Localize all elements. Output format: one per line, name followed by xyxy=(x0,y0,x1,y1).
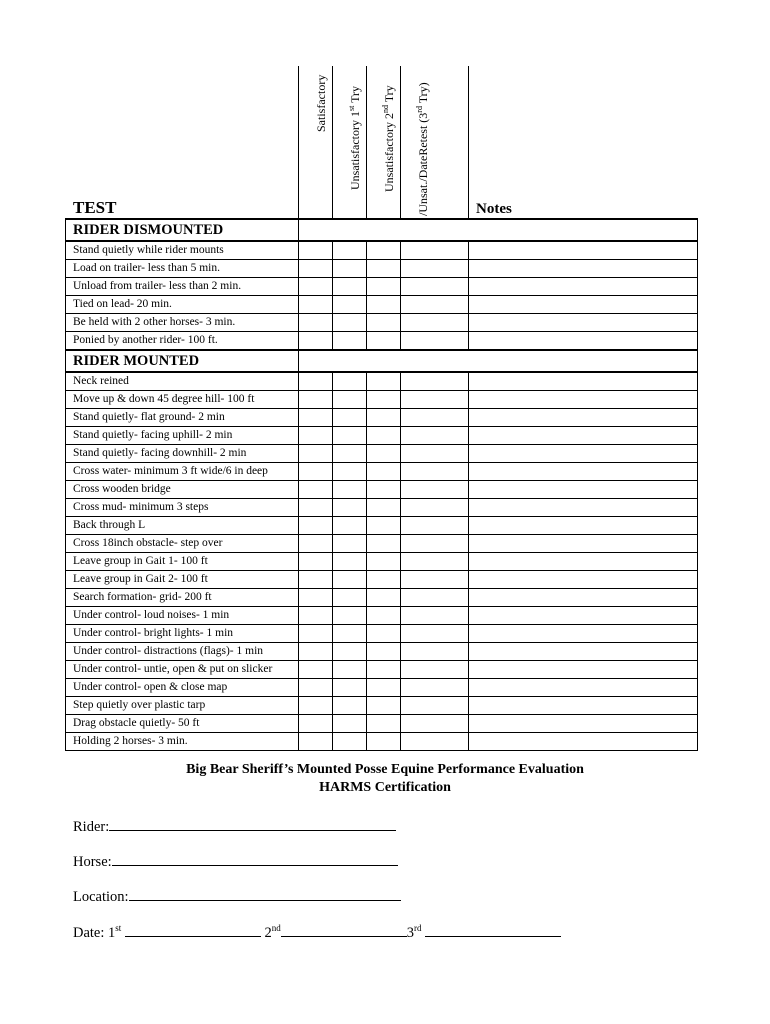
test-item-label: Under control- open & close map xyxy=(66,679,299,697)
notes-cell[interactable] xyxy=(469,733,698,751)
unsat-retest-cell[interactable] xyxy=(401,535,469,553)
notes-cell[interactable] xyxy=(469,643,698,661)
satisfactory-cell[interactable] xyxy=(299,296,333,314)
unsat-retest-cell[interactable] xyxy=(401,643,469,661)
location-label: Location: xyxy=(73,889,129,905)
notes-cell[interactable] xyxy=(469,391,698,409)
table-row xyxy=(66,571,698,589)
unsat-retest-cell[interactable] xyxy=(401,661,469,679)
notes-cell[interactable] xyxy=(469,332,698,351)
satisfactory-cell[interactable] xyxy=(299,481,333,499)
notes-column-title: Notes xyxy=(476,201,512,217)
notes-cell[interactable] xyxy=(469,517,698,535)
unsat-2nd-try-cell[interactable] xyxy=(367,625,401,643)
unsat-1st-try-cell[interactable] xyxy=(333,715,367,733)
test-column-title: TEST xyxy=(73,198,117,217)
table-row xyxy=(66,733,698,751)
test-item-label: Stand quietly- facing downhill- 2 min xyxy=(66,445,299,463)
unsat-2nd-try-cell[interactable] xyxy=(367,517,401,535)
test-item-label: Be held with 2 other horses- 3 min. xyxy=(66,314,299,332)
unsat-1st-try-cell[interactable] xyxy=(333,314,367,332)
notes-cell[interactable] xyxy=(469,372,698,391)
unsat-1st-try-cell[interactable] xyxy=(333,332,367,351)
unsat-retest-cell[interactable] xyxy=(401,715,469,733)
test-item-label: Back through L xyxy=(66,517,299,535)
test-item-label: Unload from trailer- less than 2 min. xyxy=(66,278,299,296)
unsat-2nd-try-cell[interactable] xyxy=(367,427,401,445)
test-item-label: Neck reined xyxy=(66,372,299,391)
table-row xyxy=(66,296,698,314)
unsat-1st-try-cell[interactable] xyxy=(333,679,367,697)
unsat-2nd-try-cell[interactable] xyxy=(367,589,401,607)
unsat-2nd-try-cell[interactable] xyxy=(367,697,401,715)
unsat-2nd-try-cell[interactable] xyxy=(367,409,401,427)
notes-cell[interactable] xyxy=(469,463,698,481)
horse-label: Horse: xyxy=(73,854,112,870)
date-first-suffix: st xyxy=(115,923,122,934)
notes-cell[interactable] xyxy=(469,607,698,625)
test-item-label: Drag obstacle quietly- 50 ft xyxy=(66,715,299,733)
column-header-unsat-date-retest: /Unsat./DateRetest (3rd Try) xyxy=(415,82,430,216)
satisfactory-cell[interactable] xyxy=(299,661,333,679)
notes-cell[interactable] xyxy=(469,314,698,332)
column-header-unsatisfactory-2nd-try: Unsatisfactory 2nd Try xyxy=(381,85,396,192)
section-header-row xyxy=(66,219,698,241)
unsat-2nd-try-cell[interactable] xyxy=(367,332,401,351)
location-blank-line[interactable] xyxy=(129,886,401,901)
satisfactory-cell[interactable] xyxy=(299,553,333,571)
satisfactory-cell[interactable] xyxy=(299,427,333,445)
column-header-unsatisfactory-1st-try: Unsatisfactory 1st Try xyxy=(347,85,362,190)
table-row xyxy=(66,260,698,278)
header-divider-5 xyxy=(468,66,469,218)
unsat-retest-cell[interactable] xyxy=(401,625,469,643)
unsat-retest-cell[interactable] xyxy=(401,733,469,751)
unsat-1st-try-cell[interactable] xyxy=(333,372,367,391)
test-item-label: Under control- loud noises- 1 min xyxy=(66,607,299,625)
unsat-2nd-try-cell[interactable] xyxy=(367,499,401,517)
satisfactory-cell[interactable] xyxy=(299,314,333,332)
unsat-2nd-try-cell[interactable] xyxy=(367,481,401,499)
unsat-retest-cell[interactable] xyxy=(401,278,469,296)
test-item-label: Holding 2 horses- 3 min. xyxy=(66,733,299,751)
unsat-1st-try-cell[interactable] xyxy=(333,427,367,445)
test-item-label: Stand quietly- facing uphill- 2 min xyxy=(66,427,299,445)
unsat-1st-try-cell[interactable] xyxy=(333,589,367,607)
satisfactory-cell[interactable] xyxy=(299,499,333,517)
test-item-label: Step quietly over plastic tarp xyxy=(66,697,299,715)
unsat-retest-cell[interactable] xyxy=(401,314,469,332)
section-header-row xyxy=(66,350,698,372)
unsat-retest-cell[interactable] xyxy=(401,372,469,391)
unsat-retest-cell[interactable] xyxy=(401,499,469,517)
unsat-2nd-try-cell[interactable] xyxy=(367,607,401,625)
notes-cell[interactable] xyxy=(469,535,698,553)
table-row xyxy=(66,372,698,391)
satisfactory-cell[interactable] xyxy=(299,332,333,351)
rider-blank-line[interactable] xyxy=(109,816,396,831)
test-item-label: Cross water- minimum 3 ft wide/6 in deep xyxy=(66,463,299,481)
evaluation-table xyxy=(65,218,698,751)
unsat-2nd-try-cell[interactable] xyxy=(367,241,401,260)
unsat-2nd-try-cell[interactable] xyxy=(367,679,401,697)
header-divider-3 xyxy=(366,66,367,218)
table-row xyxy=(66,481,698,499)
unsat-retest-cell[interactable] xyxy=(401,481,469,499)
table-row xyxy=(66,535,698,553)
notes-cell[interactable] xyxy=(469,679,698,697)
satisfactory-cell[interactable] xyxy=(299,445,333,463)
unsat-2nd-try-cell[interactable] xyxy=(367,314,401,332)
test-item-label: Cross wooden bridge xyxy=(66,481,299,499)
header-divider-4 xyxy=(400,66,401,218)
satisfactory-cell[interactable] xyxy=(299,625,333,643)
satisfactory-cell[interactable] xyxy=(299,535,333,553)
unsat-retest-cell[interactable] xyxy=(401,409,469,427)
date-second-suffix: nd xyxy=(271,923,281,934)
unsat-2nd-try-cell[interactable] xyxy=(367,463,401,481)
notes-cell[interactable] xyxy=(469,715,698,733)
test-item-label: Ponied by another rider- 100 ft. xyxy=(66,332,299,351)
table-row xyxy=(66,679,698,697)
unsat-2nd-try-cell[interactable] xyxy=(367,278,401,296)
unsat-1st-try-cell[interactable] xyxy=(333,296,367,314)
table-row xyxy=(66,409,698,427)
notes-cell[interactable] xyxy=(469,589,698,607)
unsat-1st-try-cell[interactable] xyxy=(333,278,367,296)
table-row xyxy=(66,517,698,535)
unsat-retest-cell[interactable] xyxy=(401,260,469,278)
unsat-retest-cell[interactable] xyxy=(401,517,469,535)
unsat-1st-try-cell[interactable] xyxy=(333,409,367,427)
unsat-2nd-try-cell[interactable] xyxy=(367,733,401,751)
unsat-1st-try-cell[interactable] xyxy=(333,481,367,499)
unsat-1st-try-cell[interactable] xyxy=(333,445,367,463)
unsat-retest-cell[interactable] xyxy=(401,296,469,314)
table-row xyxy=(66,697,698,715)
satisfactory-cell[interactable] xyxy=(299,697,333,715)
satisfactory-cell[interactable] xyxy=(299,463,333,481)
unsat-1st-try-cell[interactable] xyxy=(333,661,367,679)
notes-cell[interactable] xyxy=(469,571,698,589)
unsat-2nd-try-cell[interactable] xyxy=(367,296,401,314)
unsat-1st-try-cell[interactable] xyxy=(333,697,367,715)
table-row xyxy=(66,625,698,643)
table-row xyxy=(66,499,698,517)
satisfactory-cell[interactable] xyxy=(299,571,333,589)
date-second-blank-line[interactable] xyxy=(281,922,407,937)
notes-cell[interactable] xyxy=(469,481,698,499)
test-item-label: Leave group in Gait 2- 100 ft xyxy=(66,571,299,589)
horse-field[interactable] xyxy=(73,851,398,871)
notes-cell[interactable] xyxy=(469,296,698,314)
satisfactory-cell[interactable] xyxy=(299,715,333,733)
satisfactory-cell[interactable] xyxy=(299,517,333,535)
date-third-suffix: rd xyxy=(414,923,422,934)
test-item-label: Under control- distractions (flags)- 1 min xyxy=(66,643,299,661)
unsat-1st-try-cell[interactable] xyxy=(333,535,367,553)
test-item-label: Cross 18inch obstacle- step over xyxy=(66,535,299,553)
test-item-label: Move up & down 45 degree hill- 100 ft xyxy=(66,391,299,409)
unsat-retest-cell[interactable] xyxy=(401,679,469,697)
satisfactory-cell[interactable] xyxy=(299,409,333,427)
date-first-blank-line[interactable] xyxy=(125,922,261,937)
satisfactory-cell[interactable] xyxy=(299,391,333,409)
evaluation-table-body xyxy=(66,219,698,751)
rider-field[interactable] xyxy=(73,816,396,836)
table-row xyxy=(66,589,698,607)
horse-blank-line[interactable] xyxy=(112,851,398,866)
notes-cell[interactable] xyxy=(469,241,698,260)
unsat-retest-cell[interactable] xyxy=(401,697,469,715)
test-item-label: Cross mud- minimum 3 steps xyxy=(66,499,299,517)
unsat-retest-cell[interactable] xyxy=(401,463,469,481)
unsat-retest-cell[interactable] xyxy=(401,589,469,607)
satisfactory-cell[interactable] xyxy=(299,260,333,278)
section-title: RIDER MOUNTED xyxy=(66,350,299,372)
satisfactory-cell[interactable] xyxy=(299,607,333,625)
section-blank-cell xyxy=(299,350,698,372)
notes-cell[interactable] xyxy=(469,427,698,445)
satisfactory-cell[interactable] xyxy=(299,241,333,260)
unsat-2nd-try-cell[interactable] xyxy=(367,553,401,571)
unsat-1st-try-cell[interactable] xyxy=(333,625,367,643)
date-third-blank-line[interactable] xyxy=(425,922,561,937)
table-row xyxy=(66,643,698,661)
unsat-2nd-try-cell[interactable] xyxy=(367,571,401,589)
unsat-1st-try-cell[interactable] xyxy=(333,391,367,409)
test-item-label: Search formation- grid- 200 ft xyxy=(66,589,299,607)
unsat-1st-try-cell[interactable] xyxy=(333,260,367,278)
table-row xyxy=(66,278,698,296)
unsat-retest-cell[interactable] xyxy=(401,241,469,260)
table-row xyxy=(66,715,698,733)
unsat-1st-try-cell[interactable] xyxy=(333,517,367,535)
table-row xyxy=(66,391,698,409)
unsat-retest-cell[interactable] xyxy=(401,553,469,571)
unsat-2nd-try-cell[interactable] xyxy=(367,372,401,391)
test-item-label: Tied on lead- 20 min. xyxy=(66,296,299,314)
header-divider-2 xyxy=(332,66,333,218)
table-row xyxy=(66,427,698,445)
satisfactory-cell[interactable] xyxy=(299,372,333,391)
satisfactory-cell[interactable] xyxy=(299,589,333,607)
table-row xyxy=(66,445,698,463)
unsat-2nd-try-cell[interactable] xyxy=(367,715,401,733)
satisfactory-cell[interactable] xyxy=(299,679,333,697)
unsat-2nd-try-cell[interactable] xyxy=(367,260,401,278)
unsat-1st-try-cell[interactable] xyxy=(333,553,367,571)
unsat-retest-cell[interactable] xyxy=(401,427,469,445)
satisfactory-cell[interactable] xyxy=(299,733,333,751)
unsat-1st-try-cell[interactable] xyxy=(333,571,367,589)
unsat-retest-cell[interactable] xyxy=(401,571,469,589)
notes-cell[interactable] xyxy=(469,445,698,463)
unsat-1st-try-cell[interactable] xyxy=(333,463,367,481)
test-item-label: Leave group in Gait 1- 100 ft xyxy=(66,553,299,571)
location-field[interactable] xyxy=(73,886,401,906)
table-row xyxy=(66,314,698,332)
unsat-retest-cell[interactable] xyxy=(401,607,469,625)
unsat-2nd-try-cell[interactable] xyxy=(367,643,401,661)
notes-cell[interactable] xyxy=(469,625,698,643)
test-item-label: Under control- untie, open & put on slicker xyxy=(66,661,299,679)
column-header-satisfactory: Satisfactory xyxy=(314,74,328,132)
notes-cell[interactable] xyxy=(469,409,698,427)
notes-cell[interactable] xyxy=(469,661,698,679)
satisfactory-cell[interactable] xyxy=(299,278,333,296)
unsat-retest-cell[interactable] xyxy=(401,332,469,351)
notes-cell[interactable] xyxy=(469,278,698,296)
unsat-1st-try-cell[interactable] xyxy=(333,733,367,751)
date-field[interactable] xyxy=(73,922,561,942)
date-label: Date: 1 xyxy=(73,925,116,941)
date-third-label: 3 xyxy=(406,925,415,941)
test-item-label: Stand quietly- flat ground- 2 min xyxy=(66,409,299,427)
unsat-retest-cell[interactable] xyxy=(401,445,469,463)
form-subtitle: HARMS Certification xyxy=(319,780,451,795)
notes-cell[interactable] xyxy=(469,553,698,571)
table-row xyxy=(66,241,698,260)
table-row xyxy=(66,332,698,351)
section-title: RIDER DISMOUNTED xyxy=(66,219,299,241)
header-divider-1 xyxy=(298,66,299,218)
unsat-1st-try-cell[interactable] xyxy=(333,607,367,625)
test-item-label: Load on trailer- less than 5 min. xyxy=(66,260,299,278)
table-row xyxy=(66,553,698,571)
test-item-label: Stand quietly while rider mounts xyxy=(66,241,299,260)
unsat-2nd-try-cell[interactable] xyxy=(367,535,401,553)
section-blank-cell xyxy=(299,219,698,241)
unsat-1st-try-cell[interactable] xyxy=(333,643,367,661)
rider-label: Rider: xyxy=(73,819,110,835)
satisfactory-cell[interactable] xyxy=(299,643,333,661)
form-title: Big Bear Sheriff’s Mounted Posse Equine Performance Evaluation xyxy=(186,762,584,777)
notes-cell[interactable] xyxy=(469,260,698,278)
table-row xyxy=(66,463,698,481)
date-second-label: 2 xyxy=(264,925,272,941)
unsat-1st-try-cell[interactable] xyxy=(333,499,367,517)
test-item-label: Under control- bright lights- 1 min xyxy=(66,625,299,643)
unsat-2nd-try-cell[interactable] xyxy=(367,391,401,409)
notes-cell[interactable] xyxy=(469,697,698,715)
unsat-2nd-try-cell[interactable] xyxy=(367,661,401,679)
unsat-retest-cell[interactable] xyxy=(401,391,469,409)
unsat-2nd-try-cell[interactable] xyxy=(367,445,401,463)
unsat-1st-try-cell[interactable] xyxy=(333,241,367,260)
table-row xyxy=(66,607,698,625)
notes-cell[interactable] xyxy=(469,499,698,517)
table-row xyxy=(66,661,698,679)
